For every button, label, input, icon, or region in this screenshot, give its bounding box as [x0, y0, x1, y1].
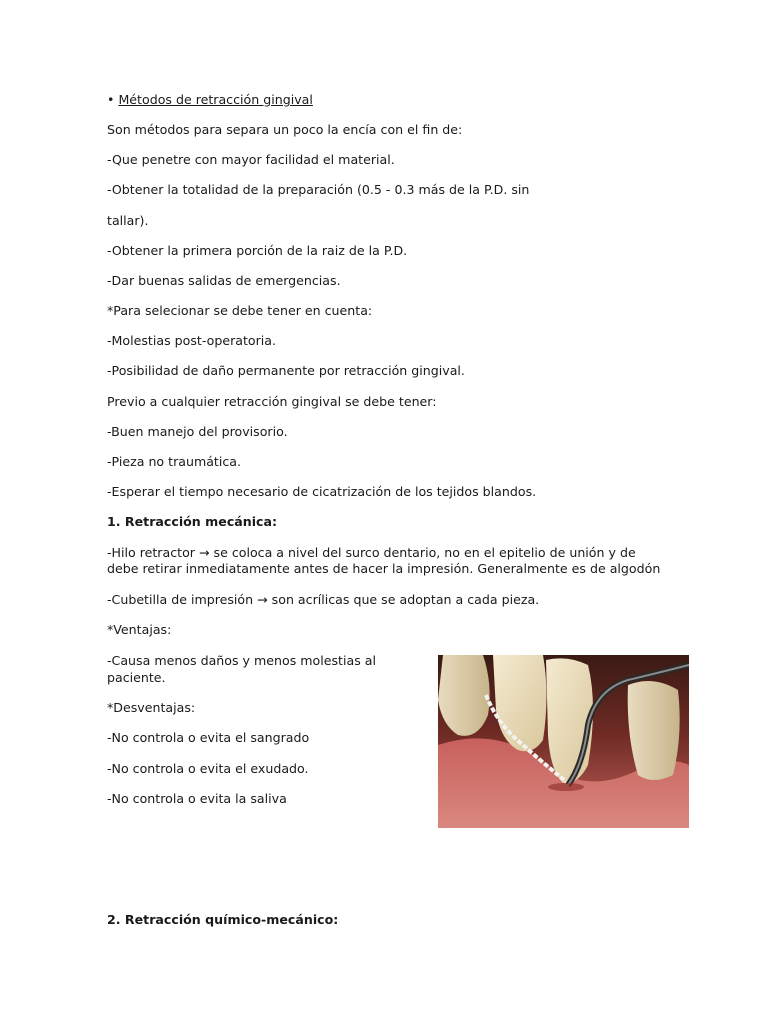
goal-item: -Obtener la primera porción de la raiz de la P.D.	[107, 243, 408, 258]
section-heading	[107, 91, 313, 108]
ventajas-line: -Causa menos daños y menos molestias al	[107, 653, 376, 668]
select-item: -Molestias post-operatoria.	[107, 333, 277, 348]
desventajas-title: *Desventajas:	[107, 700, 196, 715]
desventajas-item: -No controla o evita el exudado.	[107, 761, 309, 776]
dental-retraction-photo	[438, 655, 689, 828]
section-2-title: 2. Retracción químico-mecánico:	[107, 912, 339, 927]
intro-paragraph: Son métodos para separa un poco la encía con el fin de:	[107, 122, 463, 137]
previo-paragraph: Previo a cualquier retracción gingival se debe tener:	[107, 394, 437, 409]
previo-item: -Pieza no traumática.	[107, 454, 242, 469]
previo-item: -Buen manejo del provisorio.	[107, 424, 288, 439]
select-item: -Posibilidad de daño permanente por retracción gingival.	[107, 363, 465, 378]
bullet-icon: •	[107, 92, 115, 107]
hilo-line: -Hilo retractor → se coloca a nivel del surco dentario, no en el epitelio de unión y de	[107, 545, 636, 560]
goal-item: -Dar buenas salidas de emergencias.	[107, 273, 341, 288]
desventajas-item: -No controla o evita la saliva	[107, 791, 287, 806]
desventajas-item: -No controla o evita el sangrado	[107, 730, 310, 745]
ventajas-line: paciente.	[107, 670, 166, 685]
goal-item: -Que penetre con mayor facilidad el material.	[107, 152, 395, 167]
previo-item: -Esperar el tiempo necesario de cicatrización de los tejidos blandos.	[107, 484, 537, 499]
cubetilla-paragraph: -Cubetilla de impresión → son acrílicas que se adoptan a cada pieza.	[107, 592, 540, 607]
ventajas-title: *Ventajas:	[107, 622, 172, 637]
goal-item: tallar).	[107, 213, 149, 228]
section-1-title: 1. Retracción mecánica:	[107, 514, 278, 529]
heading-text: Métodos de retracción gingival	[118, 92, 313, 107]
select-note: *Para selecionar se debe tener en cuenta:	[107, 303, 373, 318]
hilo-line: debe retirar inmediatamente antes de hacer la impresión. Generalmente es de algodón	[107, 561, 661, 576]
goal-item: -Obtener la totalidad de la preparación (0.5 - 0.3 más de la P.D. sin	[107, 182, 530, 197]
